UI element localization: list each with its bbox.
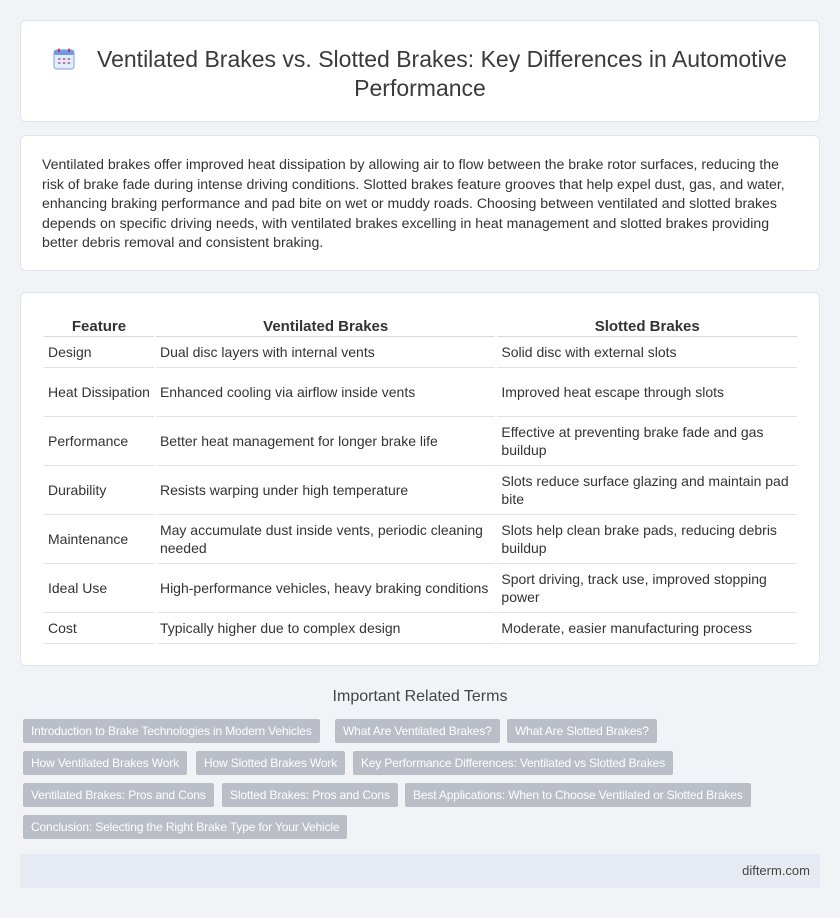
feature-cell: Heat Dissipation: [44, 368, 154, 417]
related-term-tag[interactable]: How Slotted Brakes Work: [196, 751, 345, 775]
table-header-row: [44, 315, 797, 337]
slotted-cell: Sport driving, track use, improved stopping power: [497, 564, 797, 613]
ventilated-cell: High-performance vehicles, heavy braking conditions: [156, 564, 495, 613]
slotted-cell: Moderate, easier manufacturing process: [497, 613, 797, 644]
related-terms-title: Important Related Terms: [332, 688, 508, 705]
header-ventilated: Ventilated Brakes: [156, 315, 495, 337]
related-term-tag[interactable]: Best Applications: When to Choose Ventilated or Slotted Brakes: [405, 783, 751, 807]
ventilated-cell: Better heat management for longer brake life: [156, 417, 495, 466]
ventilated-cell: Enhanced cooling via airflow inside vents: [156, 368, 495, 417]
footer-site-link[interactable]: difterm.com: [742, 863, 810, 878]
related-term-tag[interactable]: What Are Ventilated Brakes?: [335, 719, 500, 743]
slotted-cell: Effective at preventing brake fade and gas buildup: [497, 417, 797, 466]
header-card: [20, 20, 820, 122]
feature-cell: Design: [44, 337, 154, 368]
related-term-tag[interactable]: Introduction to Brake Technologies in Modern Vehicles: [23, 719, 320, 743]
related-term-tag[interactable]: What Are Slotted Brakes?: [507, 719, 657, 743]
comparison-table-card: [20, 292, 820, 666]
footer: [20, 854, 820, 888]
header-slotted: Slotted Brakes: [497, 315, 797, 337]
feature-cell: Durability: [44, 466, 154, 515]
ventilated-cell: Typically higher due to complex design: [156, 613, 495, 644]
table-row: [44, 466, 797, 515]
feature-cell: Ideal Use: [44, 564, 154, 613]
related-term-tag[interactable]: Slotted Brakes: Pros and Cons: [222, 783, 398, 807]
related-term-tag[interactable]: Ventilated Brakes: Pros and Cons: [23, 783, 214, 807]
table-row: [44, 515, 797, 564]
feature-cell: Performance: [44, 417, 154, 466]
calendar-icon: [53, 48, 75, 70]
related-term-tag[interactable]: Key Performance Differences: Ventilated vs Slotted Brakes: [353, 751, 673, 775]
table-row: [44, 337, 797, 368]
table-row: [44, 417, 797, 466]
header-feature: Feature: [44, 315, 154, 337]
feature-cell: Cost: [44, 613, 154, 644]
slotted-cell: Slots help clean brake pads, reducing debris buildup: [497, 515, 797, 564]
ventilated-cell: May accumulate dust inside vents, periodic cleaning needed: [156, 515, 495, 564]
slotted-cell: Slots reduce surface glazing and maintain pad bite: [497, 466, 797, 515]
page-title: Ventilated Brakes vs. Slotted Brakes: Key Differences in Automotive Performance: [97, 46, 787, 101]
slotted-cell: Improved heat escape through slots: [497, 368, 797, 417]
related-term-tag[interactable]: How Ventilated Brakes Work: [23, 751, 187, 775]
slotted-cell: Solid disc with external slots: [497, 337, 797, 368]
ventilated-cell: Dual disc layers with internal vents: [156, 337, 495, 368]
table-row: [44, 613, 797, 644]
ventilated-cell: Resists warping under high temperature: [156, 466, 495, 515]
intro-paragraph: Ventilated brakes offer improved heat dissipation by allowing air to flow between the brake rotor surfaces, reducing the risk of brake fade during intense driving conditions. Slotted brakes feature grooves that help expel dust, gas, and water, enhancing braking performance and pad bite on wet or muddy roads. Choosing between ventilated and slotted brakes depends on specific driving needs, with ventilated brakes excelling in heat management and slotted brakes providing better debris removal and consistent braking.: [42, 156, 785, 251]
comparison-table: [42, 315, 799, 644]
table-row: [44, 368, 797, 417]
table-row: [44, 564, 797, 613]
feature-cell: Maintenance: [44, 515, 154, 564]
page-title-row: [21, 45, 819, 103]
related-term-tag[interactable]: Conclusion: Selecting the Right Brake Type for Your Vehicle: [23, 815, 347, 839]
intro-card: [20, 135, 820, 271]
